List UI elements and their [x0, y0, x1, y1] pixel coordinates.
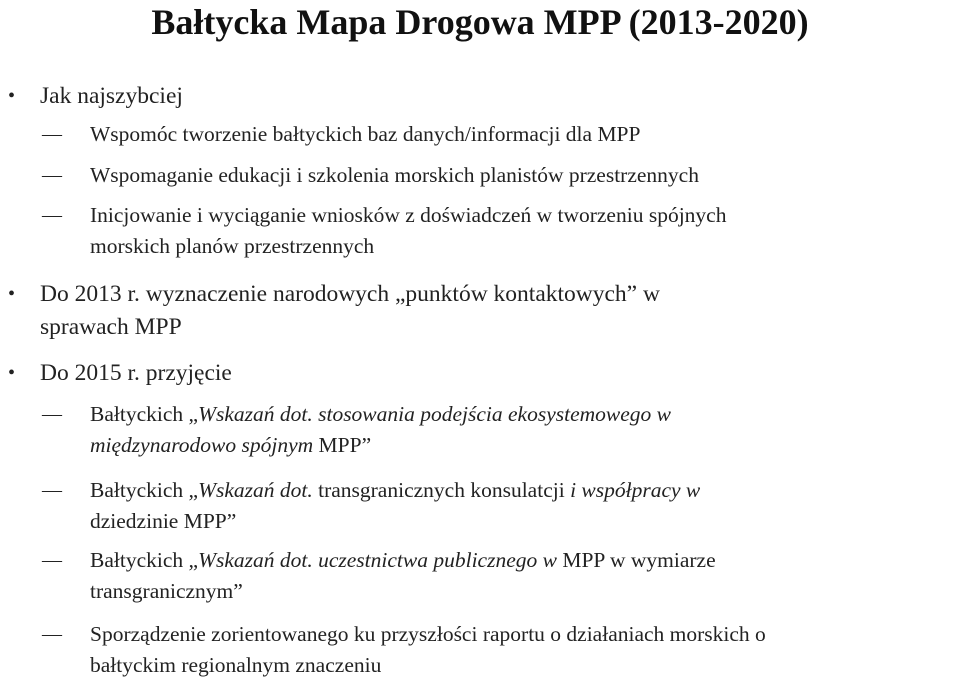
- sub-item-databases: [42, 119, 641, 150]
- dash-icon: —: [42, 479, 62, 501]
- sub-item-text-line2: bałtyckim regionalnym znaczeniu: [90, 653, 382, 677]
- dash-icon: —: [42, 623, 62, 645]
- bullet-icon: •: [8, 283, 16, 305]
- bullet-icon: •: [8, 85, 16, 107]
- bullet-icon: •: [8, 362, 16, 384]
- bullet-item-2013-cont: [40, 312, 182, 343]
- dash-icon: —: [42, 549, 62, 571]
- sub-item-ecosystem: [42, 399, 672, 461]
- dash-icon: —: [42, 403, 62, 425]
- bullet-item-2015: [8, 358, 232, 389]
- sub-item-education: [42, 160, 699, 191]
- sub-item-text: Wspomaganie edukacji i szkolenia morskich planistów przestrzennych: [90, 163, 699, 187]
- bullet-item-asap: [8, 81, 183, 112]
- bullet-text: Do 2015 r. przyjęcie: [40, 360, 232, 386]
- sub-item-text-line2: międzynarodowo spójnym MPP”: [90, 433, 372, 457]
- sub-item-text-line2: morskich planów przestrzennych: [90, 234, 375, 258]
- dash-icon: —: [42, 204, 62, 226]
- bullet-text-line1: Do 2013 r. wyznaczenie narodowych „punktów kontaktowych” w: [40, 281, 660, 307]
- dash-icon: —: [42, 123, 62, 145]
- sub-item-report: [42, 619, 766, 681]
- sub-item-participation: [42, 545, 716, 607]
- sub-item-text-line1: Bałtyckich „Wskazań dot. stosowania podejścia ekosystemowego w: [90, 402, 672, 426]
- page-title: Bałtycka Mapa Drogowa MPP (2013-2020): [151, 2, 809, 42]
- bullet-item-2013: [8, 279, 660, 310]
- bullet-text: Jak najszybciej: [40, 83, 183, 109]
- sub-item-text-line1: Bałtyckich „Wskazań dot. transgranicznych konsulatcji i współpracy w: [90, 478, 701, 502]
- sub-item-text-line1: Inicjowanie i wyciąganie wniosków z doświadczeń w tworzeniu spójnych: [90, 203, 727, 227]
- sub-item-consultation: [42, 475, 701, 537]
- sub-item-text-line1: Bałtyckich „Wskazań dot. uczestnictwa publicznego w MPP w wymiarze: [90, 548, 716, 572]
- sub-item-text-line2: transgranicznym”: [90, 579, 243, 603]
- dash-icon: —: [42, 164, 62, 186]
- sub-item-text: Wspomóc tworzenie bałtyckich baz danych/informacji dla MPP: [90, 122, 641, 146]
- sub-item-text-line2: dziedzinie MPP”: [90, 509, 237, 533]
- sub-item-initiating: [42, 200, 727, 262]
- sub-item-text-line1: Sporządzenie zorientowanego ku przyszłości raportu o działaniach morskich o: [90, 622, 766, 646]
- bullet-text-line2: sprawach MPP: [40, 314, 182, 340]
